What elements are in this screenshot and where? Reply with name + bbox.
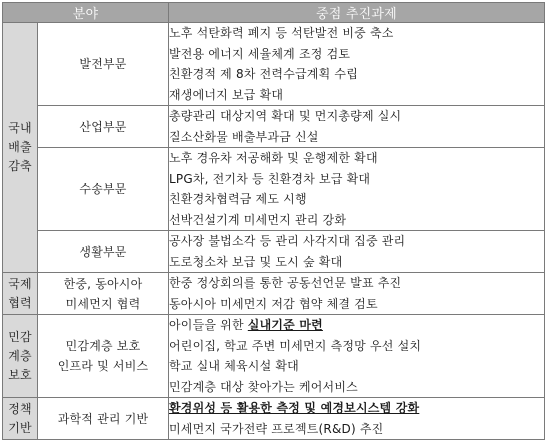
subcategory-cell: 한중, 동아시아 미세먼지 협력 [38, 273, 169, 315]
table-row [3, 23, 545, 106]
task-item: 질소산화물 배출부과금 신설 [169, 129, 319, 144]
subcategory-cell: 산업부문 [38, 106, 169, 148]
subcategory-cell: 발전부문 [38, 23, 169, 106]
header-row [3, 3, 545, 23]
policy-table-body [3, 23, 545, 440]
task-item: 친환경적 제 8차 전력수급계획 수립 [169, 67, 358, 81]
task-item: 어린이집, 학교 주변 미세먼지 측정망 우선 설치 [169, 338, 422, 353]
category-cell: 정책 기반 [3, 398, 38, 440]
task-item: 발전용 에너지 세율체계 조정 검토 [169, 46, 351, 61]
task-list-cell [169, 148, 545, 231]
task-list-cell [169, 273, 545, 315]
category-cell: 국내 배출 감축 [3, 23, 38, 273]
task-item: 총량관리 대상지역 확대 및 먼지총량제 실시 [169, 109, 402, 123]
task-item: 학교 실내 체육시설 확대 [169, 359, 299, 373]
task-item: 선박건설기계 미세먼지 관리 강화 [169, 212, 347, 227]
subcategory-cell: 민감계층 보호 인프라 및 서비스 [38, 315, 169, 398]
task-item-emphasis: 실내기준 마련 [247, 318, 323, 332]
table-row [3, 273, 545, 315]
task-list-cell [169, 231, 545, 273]
task-item-emphasis: 환경위성 등 활용한 측정 및 예경보시스템 강화 [169, 401, 420, 415]
task-item: 노후 석탄화력 폐지 등 석탄발전 비중 축소 [169, 26, 394, 40]
policy-table [2, 2, 545, 440]
table-row [3, 148, 545, 231]
task-list-cell [169, 315, 545, 398]
task-list-cell [169, 23, 545, 106]
task-list-cell [169, 106, 545, 148]
task-item-text: 아이들을 위한 [169, 318, 248, 332]
task-item: 한중 정상회의를 통한 공동선언문 발표 추진 [169, 276, 402, 290]
task-item: 민감계층 대상 찾아가는 케어서비스 [169, 379, 358, 394]
table-row [3, 315, 545, 398]
table-row [3, 106, 545, 148]
task-item: 친환경차협력금 제도 시행 [169, 192, 307, 206]
task-item: 동아시아 미세먼지 저감 협약 체결 검토 [169, 296, 378, 311]
category-cell: 국제 협력 [3, 273, 38, 315]
subcategory-cell: 생활부문 [38, 231, 169, 273]
task-item: 미세먼지 국가전략 프로젝트(R&D) 추진 [169, 421, 384, 436]
header-tasks: 중점 추진과제 [169, 3, 545, 23]
subcategory-cell: 수송부문 [38, 148, 169, 231]
category-cell: 민감 계층 보호 [3, 315, 38, 398]
table-row [3, 231, 545, 273]
task-item [169, 315, 544, 336]
header-field: 분야 [3, 3, 169, 23]
task-item: 도로청소차 보급 및 도시 숲 확대 [169, 254, 343, 269]
task-item: LPG차, 전기차 등 친환경차 보급 확대 [169, 171, 371, 186]
task-item: 공사장 불법소각 등 관리 사각지대 집중 관리 [169, 234, 406, 248]
task-item: 재생에너지 보급 확대 [169, 87, 284, 102]
subcategory-cell: 과학적 관리 기반 [38, 398, 169, 440]
task-item: 노후 경유차 저공해화 및 운행제한 확대 [169, 151, 378, 165]
task-item [169, 398, 544, 419]
